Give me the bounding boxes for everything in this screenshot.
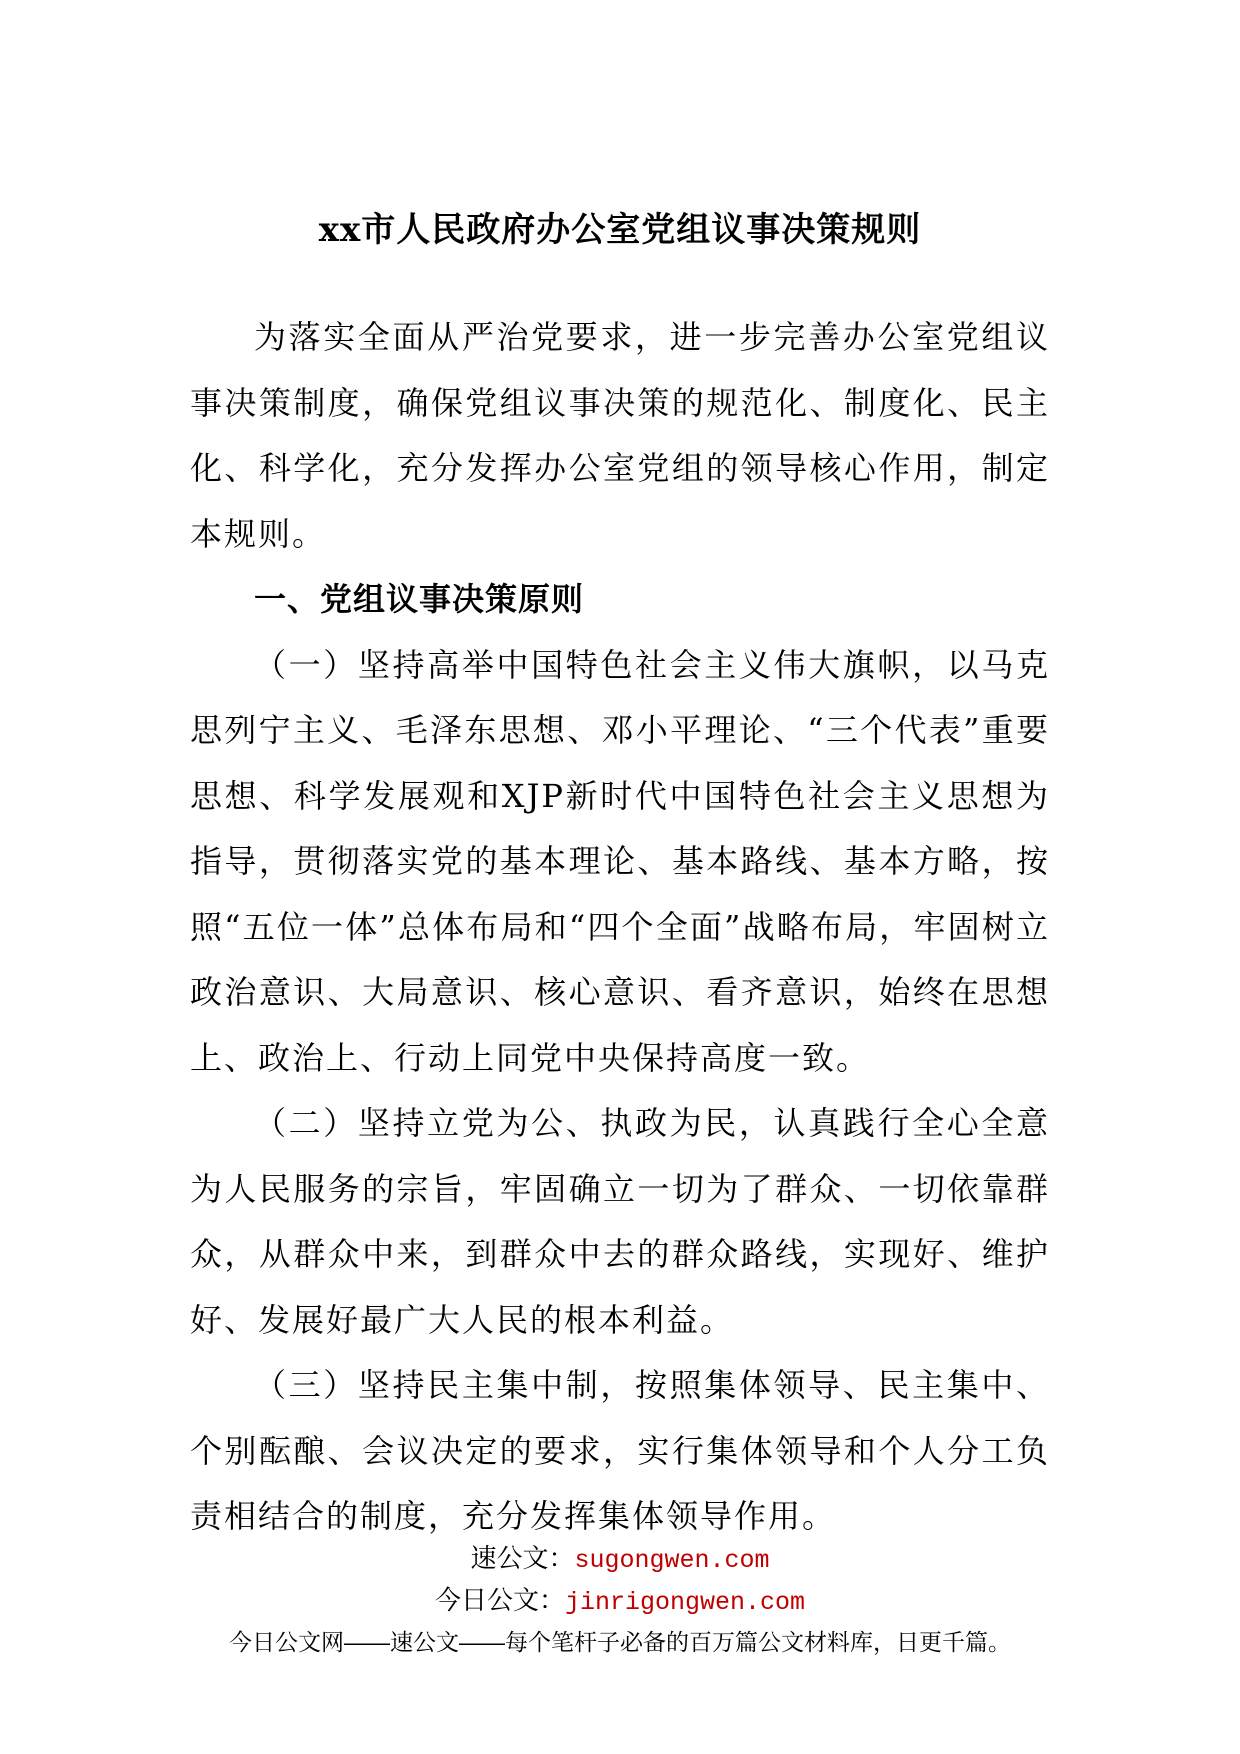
- footer-link-jinrigongwen[interactable]: jinrigongwen.com: [564, 1588, 806, 1617]
- document-title: xx市人民政府办公室党组议事决策规则: [318, 210, 922, 250]
- section-heading: 一、党组议事决策原则: [254, 580, 585, 618]
- intro-paragraph: 为落实全面从严治党要求，进一步完善办公室党组议事决策制度，确保党组议事决策的规范化、制度化、民主化、科学化，充分发挥办公室党组的领导核心作用，制定本规则。: [190, 318, 1050, 553]
- footer-slogan: 今日公文网——速公文——每个笔杆子必备的百万篇公文材料库，日更千篇。: [229, 1629, 1011, 1655]
- principle-item-3: （三）坚持民主集中制，按照集体领导、民主集中、个别酝酿、会议决定的要求，实行集体领导和个人分工负责相结合的制度，充分发挥集体领导作用。: [190, 1366, 1050, 1535]
- footer-line-jinrigongwen: [0, 1582, 1240, 1621]
- document-body: [190, 305, 1050, 1550]
- principle-item-2: （二）坚持立党为公、执政为民，认真践行全心全意为人民服务的宗旨，牢固确立一切为了群众、一切依靠群众，从群众中来，到群众中去的群众路线，实现好、维护好、发展好最广大人民的根本利益。: [190, 1104, 1050, 1339]
- footer-line-sugongwen: [0, 1540, 1240, 1579]
- footer-label-jinrigongwen: 今日公文：: [434, 1585, 565, 1615]
- footer-label-sugongwen: 速公文：: [470, 1543, 575, 1573]
- principle-item-1: （一）坚持高举中国特色社会主义伟大旗帜，以马克思列宁主义、毛泽东思想、邓小平理论、“三个代表”重要思想、科学发展观和XJP新时代中国特色社会主义思想为指导，贯彻落实党的基本理论、基本路线、基本方略，按照“五位一体”总体布局和“四个全面”战略布局，牢固树立政治意识、大局意识、核心意识、看齐意识，始终在思想上、政治上、行动上同党中央保持高度一致。: [190, 645, 1050, 1077]
- footer-link-sugongwen[interactable]: sugongwen.com: [574, 1546, 770, 1575]
